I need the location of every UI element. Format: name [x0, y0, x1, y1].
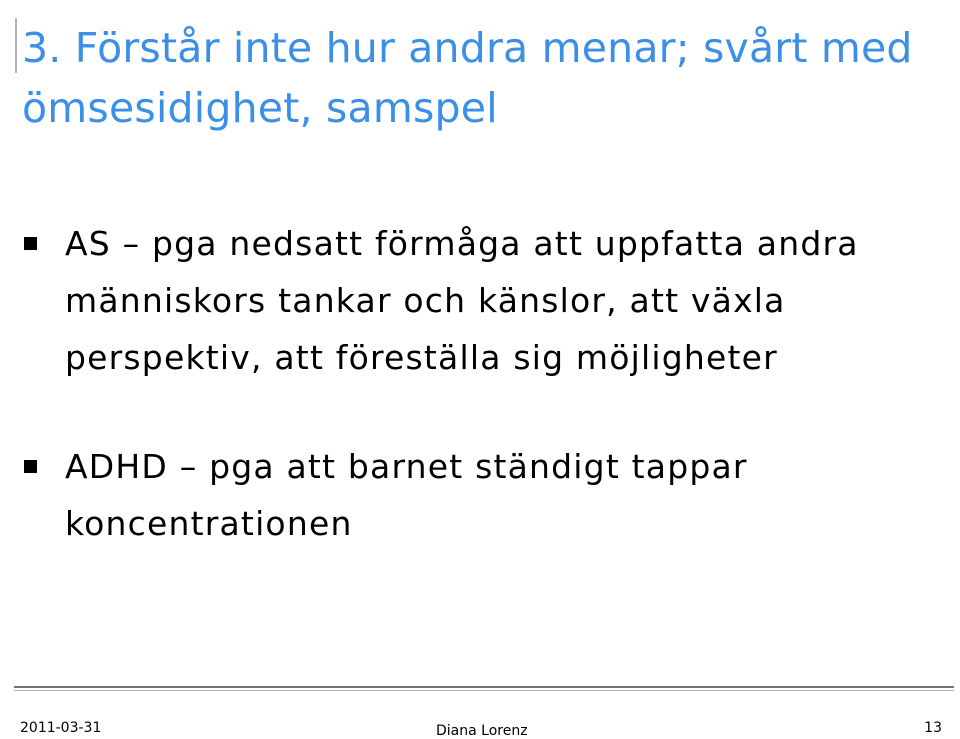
- footer-date: 2011-03-31: [20, 720, 102, 736]
- bullet-text-adhd: ADHD – pga att barnet ständigt tappar koncentrationen: [65, 447, 748, 543]
- footer-author: Diana Lorenz: [436, 723, 528, 739]
- square-bullet-icon: [24, 237, 37, 250]
- footer-divider: [14, 686, 954, 688]
- square-bullet-icon: [24, 460, 37, 473]
- footer-divider-thin: [14, 690, 954, 691]
- slide-page-number: 13: [924, 720, 942, 736]
- title-accent-rule: [15, 18, 17, 73]
- slide-title: 3. Förstår inte hur andra menar; svårt med ömsesidighet, samspel: [22, 24, 913, 132]
- bullet-text-as: AS – pga nedsatt förmåga att uppfatta andra människors tankar och känslor, att växla perspektiv, att föreställa sig möjligheter: [65, 224, 859, 377]
